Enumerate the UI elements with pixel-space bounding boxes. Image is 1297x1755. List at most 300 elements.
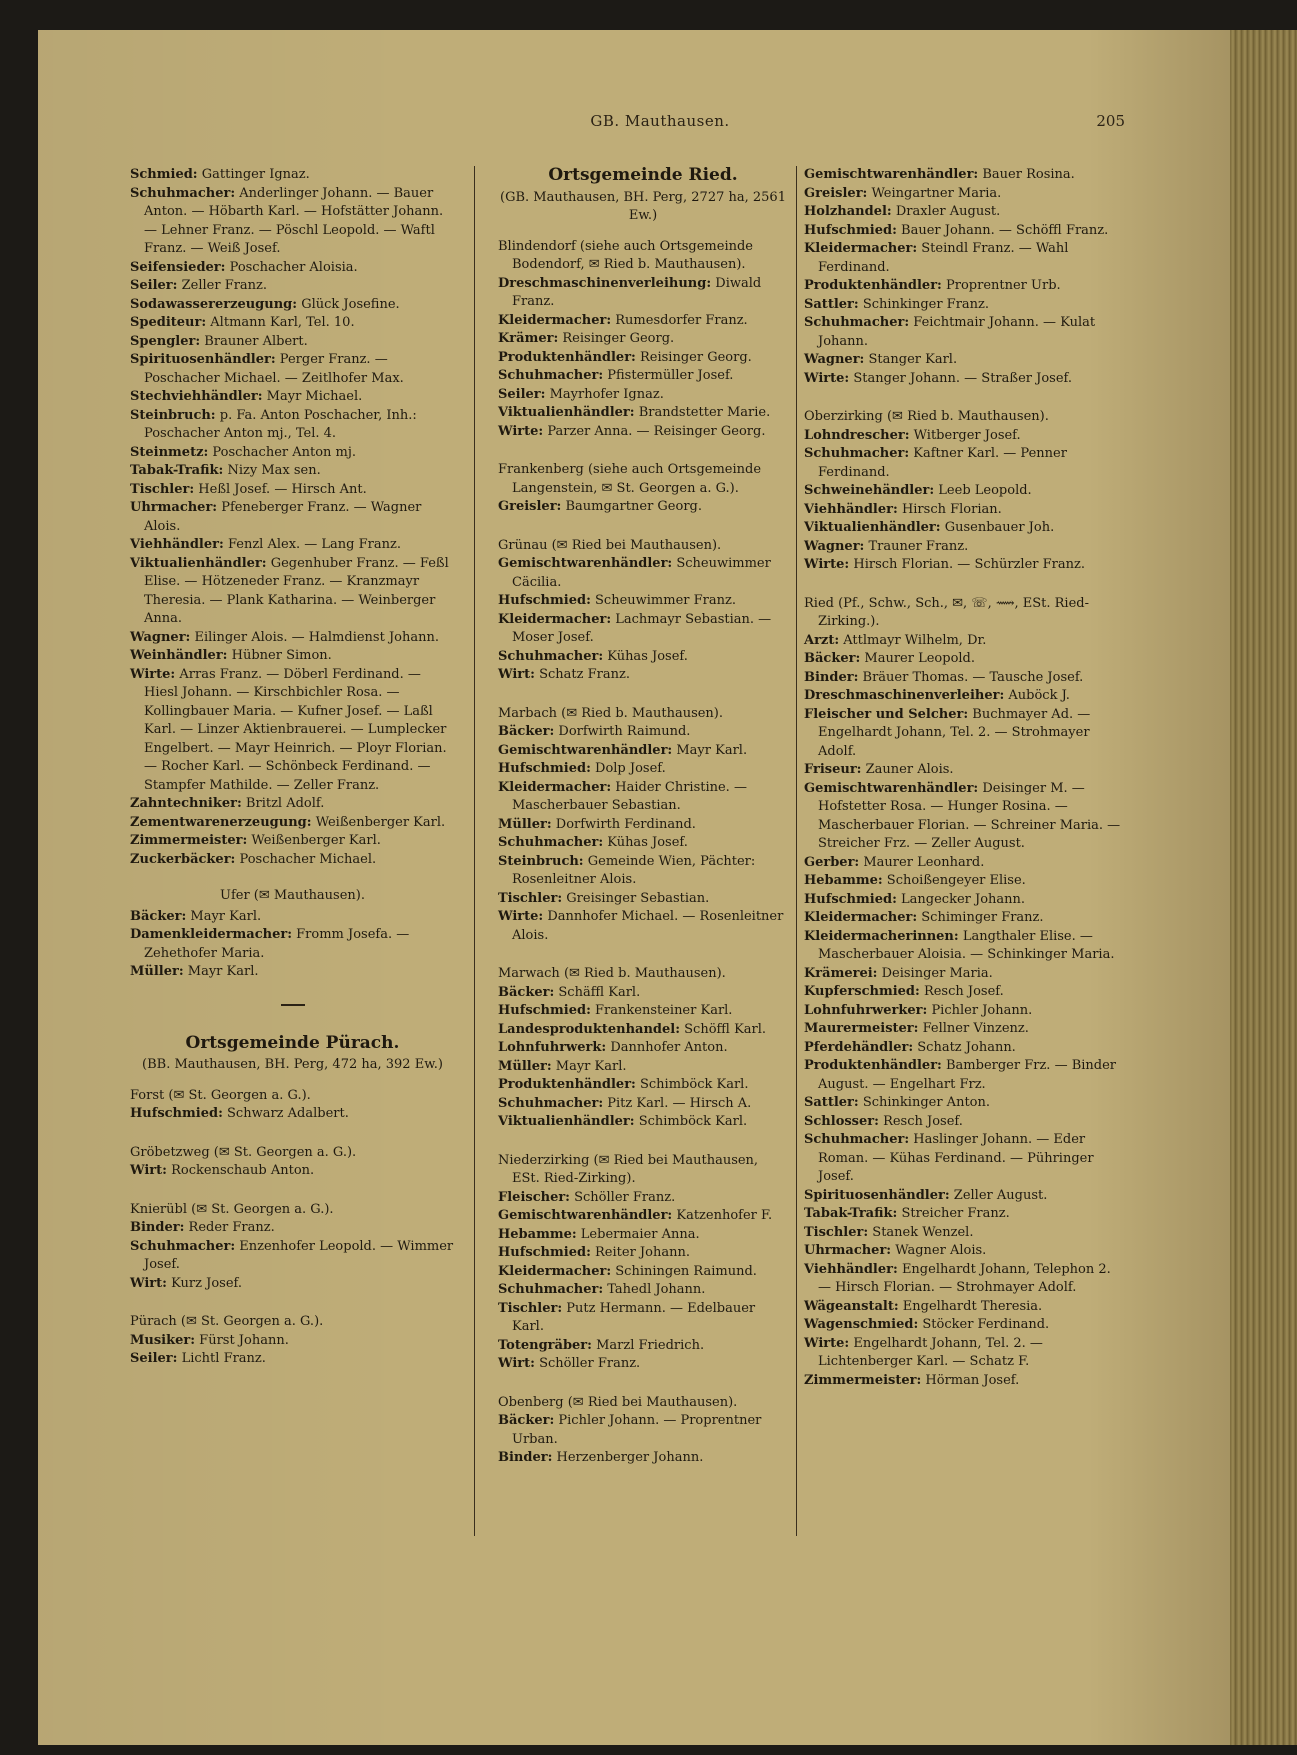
trade-label: Wirt: (130, 1163, 167, 1178)
directory-entry (498, 1263, 788, 1282)
entry-names: Bauer Johann. — Schöffl Franz. (901, 222, 1109, 238)
section-subtitle: (GB. Mauthausen, BH. Perg, 2727 ha, 2561 Ew.) (500, 189, 786, 223)
trade-label: Hufschmied: (804, 891, 897, 907)
directory-entry (804, 1094, 1126, 1113)
trade-label: Produktenhändler: (498, 349, 636, 365)
entry-list (498, 984, 788, 1132)
directory-entry (498, 592, 788, 611)
directory-entry (130, 388, 455, 407)
trade-label: Hufschmied: (498, 761, 591, 776)
entry-names: Zauner Alois. (865, 762, 954, 777)
entry-names: Schwarz Adalbert. (227, 1106, 349, 1121)
entry-names: Mayr Karl. (676, 742, 748, 758)
trade-label: Viehhändler: (804, 1261, 898, 1277)
entry-names: Streicher Franz. (901, 1206, 1010, 1221)
entry-names: Tahedl Johann. (607, 1282, 706, 1297)
column-rule (796, 166, 797, 1536)
entry-names: Schimböck Karl. (638, 1114, 748, 1129)
trade-label: Tischler: (804, 1224, 869, 1240)
directory-entry (804, 314, 1126, 351)
entry-names: Glück Josefine. (301, 296, 400, 312)
entry-names: Pfeneberger Franz. — Wagner Alois. (144, 500, 422, 534)
entry-names: Katzenhofer F. (676, 1208, 773, 1223)
trade-label: Bäcker: (498, 1413, 555, 1428)
entry-names: Stanger Karl. (868, 352, 958, 367)
entry-names: Hirsch Florian. — Schürzler Franz. (853, 557, 1085, 572)
trade-label: Müller: (130, 964, 184, 979)
directory-entry (804, 687, 1126, 706)
directory-entry (498, 1337, 788, 1356)
trade-label: Wagner: (130, 629, 191, 645)
directory-entry (498, 908, 788, 945)
trade-label: Produktenhändler: (498, 1077, 636, 1092)
entry-names: Lebermaier Anna. (580, 1226, 700, 1242)
entry-list (804, 632, 1126, 1391)
place-heading: Grünau (✉ Ried bei Mauthausen). (498, 537, 722, 553)
trade-label: Schweinehändler: (804, 483, 935, 498)
trade-label: Tischler: (498, 890, 563, 906)
entry-names: Lichtl Franz. (181, 1351, 266, 1366)
entry-names: Feichtmair Johann. — Kulat Johann. (818, 315, 1096, 349)
entry-names: Poschacher Anton mj. (212, 444, 357, 460)
trade-label: Müller: (498, 816, 552, 832)
trade-label: Schuhmacher: (130, 185, 236, 201)
trade-label: Seiler: (498, 386, 546, 402)
entry-names: Fellner Vinzenz. (922, 1021, 1029, 1036)
directory-entry (804, 1039, 1126, 1058)
directory-entry (130, 407, 455, 444)
entry-names: Fenzl Alex. — Lang Franz. (227, 537, 401, 552)
directory-entry (804, 780, 1126, 854)
entry-names: Poschacher Aloisia. (229, 259, 358, 275)
entry-names: Mayrhofer Ignaz. (549, 386, 664, 402)
entry-names: Nizy Max sen. (227, 463, 321, 478)
entry-names: Langecker Johann. (901, 891, 1026, 907)
entry-names: Schoißengeyer Elise. (886, 873, 1026, 888)
trade-label: Binder: (130, 1220, 185, 1235)
directory-entry (804, 538, 1126, 557)
directory-entry (804, 761, 1126, 780)
entry-names: Britzl Adolf. (245, 796, 325, 811)
trade-label: Tischler: (130, 481, 195, 497)
trade-label: Damenkleidermacher: (130, 927, 293, 942)
entry-list (498, 275, 788, 442)
directory-entry (498, 1207, 788, 1226)
entry-names: Kaftner Karl. — Penner Ferdinand. (818, 446, 1067, 480)
directory-entry (498, 816, 788, 835)
entry-names: Hirsch Florian. (901, 501, 1002, 517)
directory-entry (498, 367, 788, 386)
trade-label: Spirituosenhändler: (130, 352, 276, 367)
directory-entry (804, 166, 1126, 185)
directory-entry (130, 832, 455, 851)
directory-entry (130, 166, 455, 185)
entry-names: Pfistermüller Josef. (607, 368, 734, 383)
entry-names: Wagner Alois. (895, 1243, 987, 1258)
directory-entry (498, 404, 788, 423)
entry-names: Maurer Leonhard. (863, 854, 985, 870)
trade-label: Schuhmacher: (498, 368, 604, 383)
entry-names: Steindl Franz. — Wahl Ferdinand. (818, 241, 1069, 275)
entry-names: Diwald Franz. (512, 275, 762, 309)
trade-label: Maurermeister: (804, 1021, 919, 1036)
trade-label: Schuhmacher: (498, 648, 604, 664)
directory-entry (130, 314, 455, 333)
directory-entry (804, 1020, 1126, 1039)
entry-names: Arras Franz. — Döberl Ferdinand. — Hiesl Johann. — Kirschbichler Rosa. — Kollingbauer Maria. — Kufner Josef. — Laßl Karl. — Linzer Aktienbrauerei. — Lumplecker Engelbert. — Mayr Heinrich. — Ployr Florian. — Rocher Karl. — Schönbeck Ferdinand. — Stampfer Mathilde. — Zeller Franz. (144, 666, 447, 793)
directory-entry (498, 1449, 788, 1468)
trade-label: Schuhmacher: (804, 315, 910, 330)
trade-label: Musiker: (130, 1332, 196, 1348)
entry-names: Schöller Franz. (574, 1189, 676, 1205)
entry-names: Haider Christine. — Mascherbauer Sebastian. (512, 779, 747, 813)
trade-label: Sodawassererzeugung: (130, 296, 298, 312)
entry-names: Pichler Johann. — Proprentner Urban. (512, 1413, 762, 1447)
directory-entry (804, 706, 1126, 762)
directory-entry (804, 240, 1126, 277)
directory-entry (130, 851, 455, 870)
directory-entry (498, 1002, 788, 1021)
trade-label: Wagner: (804, 352, 865, 367)
entry-names: Heßl Josef. — Hirsch Ant. (198, 481, 367, 497)
entry-names: Witberger Josef. (913, 427, 1021, 443)
trade-label: Wirte: (804, 1335, 850, 1351)
directory-entry (498, 1412, 788, 1449)
entry-names: Deisinger M. — Hofstetter Rosa. — Hunger Rosina. — Mascherbauer Florian. — Schreiner Maria. — Streicher Frz. — Zeller August. (818, 780, 1121, 851)
directory-entry (804, 1298, 1126, 1317)
entry-names: Greisinger Sebastian. (566, 890, 710, 906)
entry-list (498, 723, 788, 945)
directory-entry (498, 330, 788, 349)
trade-label: Tischler: (498, 1300, 563, 1316)
directory-entry (804, 1131, 1126, 1187)
trade-label: Dreschmaschinenverleihung: (498, 275, 712, 291)
trade-label: Schlosser: (804, 1113, 879, 1129)
directory-entry (498, 275, 788, 312)
directory-entry (130, 647, 455, 666)
column-1 (130, 166, 455, 1369)
trade-label: Schuhmacher: (804, 1132, 910, 1147)
directory-entry (130, 259, 455, 278)
entry-names: Weißenberger Karl. (315, 814, 446, 830)
place-heading: Ried (Pf., Schw., Sch., ✉, ☏, ⟿, ESt. Ried-Zirking.). (804, 595, 1089, 629)
directory-entry (130, 795, 455, 814)
entry-names: Schiminger Franz. (921, 910, 1044, 925)
entry-list (804, 166, 1126, 388)
trade-label: Hufschmied: (130, 1106, 223, 1121)
entry-names: Gegenhuber Franz. — Feßl Elise. — Hötzeneder Franz. — Kranzmayr Theresia. — Plank Katharina. — Weinberger Anna. (144, 555, 449, 626)
trade-label: Zementwarenerzeugung: (130, 814, 312, 830)
directory-entry (498, 723, 788, 742)
entry-names: Dorfwirth Ferdinand. (555, 816, 696, 832)
directory-entry (498, 1095, 788, 1114)
directory-entry (804, 650, 1126, 669)
entry-names: Kühas Josef. (607, 648, 688, 664)
entry-names: Bräuer Thomas. — Tausche Josef. (862, 669, 1084, 685)
entry-names: Stanger Johann. — Straßer Josef. (853, 370, 1072, 386)
trade-label: Zuckerbäcker: (130, 851, 236, 867)
trade-label: Kleidermacher: (498, 1263, 612, 1279)
entry-names: Anderlinger Johann. — Bauer Anton. — Höbarth Karl. — Hofstätter Johann. — Lehner Franz. — Pöschl Leopold. — Waftl Franz. — Weiß Josef. (144, 185, 444, 256)
directory-entry (804, 296, 1126, 315)
directory-entry (498, 760, 788, 779)
trade-label: Wirte: (804, 557, 850, 572)
entry-names: Lachmayr Sebastian. — Moser Josef. (512, 611, 772, 645)
trade-label: Gemischtwarenhändler: (804, 780, 979, 796)
entry-names: Auböck J. (1008, 688, 1070, 703)
directory-entry (804, 909, 1126, 928)
entry-names: Deisinger Maria. (881, 965, 993, 981)
directory-entry (498, 349, 788, 368)
trade-label: Kleidermacherinnen: (804, 928, 959, 944)
trade-label: Wägeanstalt: (804, 1298, 899, 1314)
directory-entry (804, 1316, 1126, 1335)
entry-names: Putz Hermann. — Edelbauer Karl. (512, 1300, 756, 1334)
trade-label: Viehhändler: (804, 501, 898, 517)
directory-entry (130, 1275, 455, 1294)
entry-names: Fromm Josefa. — Zehethofer Maria. (144, 927, 410, 961)
directory-entry (130, 908, 455, 927)
directory-entry (804, 370, 1126, 389)
trade-label: Arzt: (804, 632, 840, 648)
column-rule (474, 166, 475, 1536)
directory-entry (804, 445, 1126, 482)
entry-names: Parzer Anna. — Reisinger Georg. (547, 423, 766, 439)
entry-names: Mayr Karl. (187, 964, 259, 979)
trade-label: Lohnfuhrwerker: (804, 1002, 928, 1018)
trade-label: Tabak-Trafik: (804, 1206, 898, 1221)
directory-entry (498, 1189, 788, 1208)
directory-entry (498, 984, 788, 1003)
directory-entry (498, 1058, 788, 1077)
trade-label: Produktenhändler: (804, 1058, 942, 1073)
entry-names: Haslinger Johann. — Eder Roman. — Kühas Ferdinand. — Pühringer Josef. (818, 1132, 1094, 1184)
trade-label: Sattler: (804, 1095, 859, 1110)
trade-label: Hebamme: (498, 1226, 577, 1242)
trade-label: Totengräber: (498, 1337, 592, 1353)
entry-names: Perger Franz. — Poschacher Michael. — Zeitlhofer Max. (144, 352, 404, 386)
trade-label: Spediteur: (130, 315, 207, 330)
trade-label: Viktualienhändler: (804, 520, 941, 535)
entry-names: Kühas Josef. (607, 835, 688, 850)
entry-names: Engelhardt Johann, Tel. 2. — Lichtenberger Karl. — Schatz F. (818, 1335, 1043, 1369)
entry-names: Gattinger Ignaz. (201, 167, 310, 182)
entry-names: Engelhardt Johann, Telephon 2. — Hirsch Florian. — Strohmayer Adolf. (818, 1261, 1111, 1295)
directory-entry (130, 499, 455, 536)
entry-names: Pichler Johann. (931, 1002, 1033, 1018)
entry-names: Stanek Wenzel. (872, 1224, 974, 1240)
entry-list (498, 1189, 788, 1374)
entry-names: Resch Josef. (923, 984, 1004, 999)
entry-names: Schinkinger Anton. (862, 1095, 991, 1110)
directory-entry (130, 1238, 455, 1275)
directory-entry (498, 742, 788, 761)
entry-names: Hörman Josef. (925, 1372, 1020, 1388)
place-heading: Knierübl (✉ St. Georgen a. G.). (130, 1201, 334, 1217)
directory-entry (804, 854, 1126, 873)
trade-label: Wagenschmied: (804, 1317, 919, 1332)
directory-entry (804, 556, 1126, 575)
entry-names: Mayr Karl. (190, 908, 262, 924)
directory-entry (498, 555, 788, 592)
place-heading: Marwach (✉ Ried b. Mauthausen). (498, 966, 726, 981)
entry-names: Trauner Franz. (868, 538, 969, 554)
directory-entry (804, 632, 1126, 651)
directory-entry (804, 1205, 1126, 1224)
trade-label: Hebamme: (804, 873, 883, 888)
directory-entry (130, 481, 455, 500)
section-title: Ortsgemeinde Pürach. (185, 1032, 400, 1053)
entry-names: Maurer Leopold. (864, 651, 976, 666)
directory-entry (498, 1244, 788, 1263)
trade-label: Zimmermeister: (804, 1372, 922, 1388)
entry-list (130, 166, 455, 869)
trade-label: Wirte: (498, 909, 544, 924)
trade-label: Greisler: (804, 185, 868, 201)
trade-label: Sattler: (804, 296, 859, 312)
directory-entry (498, 1021, 788, 1040)
trade-label: Lohnfuhrwerk: (498, 1040, 607, 1055)
trade-label: Schuhmacher: (804, 446, 910, 461)
entry-list (804, 427, 1126, 575)
trade-label: Bäcker: (130, 908, 187, 924)
entry-names: Attlmayr Wilhelm, Dr. (843, 632, 987, 648)
entry-names: Draxler August. (895, 204, 1001, 219)
trade-label: Hufschmied: (498, 593, 591, 608)
entry-names: Scheuwimmer Franz. (595, 593, 736, 608)
directory-entry (498, 1226, 788, 1245)
place-heading: Ufer (✉ Mauthausen). (220, 888, 365, 903)
trade-label: Bäcker: (498, 984, 555, 1000)
entry-names: Scheuwimmer Cäcilia. (512, 556, 771, 590)
trade-label: Spirituosenhändler: (804, 1187, 950, 1203)
trade-label: Krämerei: (804, 965, 878, 981)
trade-label: Gerber: (804, 854, 860, 870)
trade-label: Wirt: (498, 667, 535, 682)
trade-label: Hufschmied: (498, 1003, 591, 1018)
directory-entry (804, 1002, 1126, 1021)
trade-label: Spengler: (130, 333, 201, 349)
trade-label: Müller: (498, 1058, 552, 1074)
entry-names: Brauner Albert. (204, 333, 308, 349)
trade-label: Friseur: (804, 762, 862, 777)
entry-names: Dolp Josef. (595, 761, 666, 776)
entry-names: Fürst Johann. (199, 1332, 289, 1348)
trade-label: Steinbruch: (130, 407, 216, 423)
entry-names: Zeller August. (953, 1187, 1048, 1203)
directory-entry (804, 519, 1126, 538)
entry-list (130, 1219, 455, 1293)
place-heading: Blindendorf (siehe auch Ortsgemeinde Bodendorf, ✉ Ried b. Mauthausen). (498, 238, 753, 272)
directory-entry (498, 386, 788, 405)
trade-label: Zahntechniker: (130, 796, 242, 811)
entry-names: Mayr Michael. (266, 389, 363, 404)
entry-names: Weißenberger Karl. (251, 833, 381, 848)
column-3 (804, 166, 1126, 1390)
entry-names: Bamberger Frz. — Binder August. — Engelhart Frz. (818, 1058, 1117, 1092)
trade-label: Schuhmacher: (498, 1095, 604, 1111)
trade-label: Steinmetz: (130, 444, 209, 460)
directory-entry (804, 891, 1126, 910)
trade-label: Lohndrescher: (804, 427, 910, 443)
entry-names: Schatz Johann. (917, 1039, 1016, 1055)
trade-label: Tabak-Trafik: (130, 463, 224, 478)
directory-entry (498, 498, 788, 517)
entry-list (130, 1332, 455, 1369)
section-subtitle: (BB. Mauthausen, BH. Perg, 472 ha, 392 Ew.) (142, 1057, 443, 1072)
trade-label: Uhrmacher: (804, 1243, 892, 1258)
entry-names: Rumesdorfer Franz. (615, 312, 748, 328)
column-2 (498, 166, 788, 1468)
directory-entry (804, 222, 1126, 241)
entry-names: Reder Franz. (188, 1220, 275, 1235)
entry-names: Reisinger Georg. (640, 349, 752, 365)
directory-entry (804, 1187, 1126, 1206)
directory-entry (804, 928, 1126, 965)
place-heading: Oberzirking (✉ Ried b. Mauthausen). (804, 409, 1049, 424)
place-heading: Forst (✉ St. Georgen a. G.). (130, 1087, 311, 1103)
trade-label: Wagner: (804, 538, 865, 554)
directory-entry (804, 351, 1126, 370)
directory-entry (130, 536, 455, 555)
trade-label: Wirte: (498, 423, 544, 439)
trade-label: Steinbruch: (498, 853, 584, 869)
directory-entry (804, 501, 1126, 520)
trade-label: Kupferschmied: (804, 984, 920, 999)
trade-label: Zimmermeister: (130, 833, 248, 848)
directory-entry (130, 351, 455, 388)
trade-label: Seiler: (130, 1351, 178, 1366)
directory-entry (498, 648, 788, 667)
directory-entry (804, 482, 1126, 501)
trade-label: Viktualienhändler: (130, 555, 267, 571)
directory-entry (804, 277, 1126, 296)
directory-entry (498, 666, 788, 685)
trade-label: Bäcker: (804, 651, 861, 666)
trade-label: Schmied: (130, 167, 198, 182)
trade-label: Wirt: (498, 1356, 535, 1371)
entry-list (130, 1105, 455, 1124)
running-header: GB. Mauthausen. (590, 112, 730, 130)
trade-label: Viktualienhändler: (498, 405, 635, 420)
directory-entry (130, 666, 455, 796)
trade-label: Landesproduktenhandel: (498, 1021, 681, 1037)
directory-entry (130, 1219, 455, 1238)
directory-entry (498, 834, 788, 853)
directory-entry (130, 333, 455, 352)
trade-label: Kleidermacher: (804, 910, 918, 925)
trade-label: Seiler: (130, 278, 178, 293)
entry-names: Engelhardt Theresia. (902, 1298, 1043, 1314)
directory-entry (498, 312, 788, 331)
entry-names: Frankensteiner Karl. (595, 1003, 733, 1018)
entry-names: Stöcker Ferdinand. (922, 1317, 1050, 1332)
trade-label: Holzhandel: (804, 204, 892, 219)
section-title: Ortsgemeinde Ried. (548, 165, 738, 185)
directory-entry (130, 1332, 455, 1351)
directory-entry (498, 1281, 788, 1300)
entry-names: Schatz Franz. (539, 667, 630, 682)
entry-names: Schinkinger Franz. (862, 296, 990, 312)
trade-label: Binder: (804, 669, 859, 685)
entry-list (498, 555, 788, 685)
entry-names: Langthaler Elise. — Mascherbauer Aloisia. — Schinkinger Maria. (818, 928, 1115, 962)
trade-label: Kleidermacher: (804, 241, 918, 256)
entry-names: Zeller Franz. (181, 278, 268, 293)
directory-entry (130, 185, 455, 259)
directory-entry (130, 629, 455, 648)
directory-entry (130, 277, 455, 296)
